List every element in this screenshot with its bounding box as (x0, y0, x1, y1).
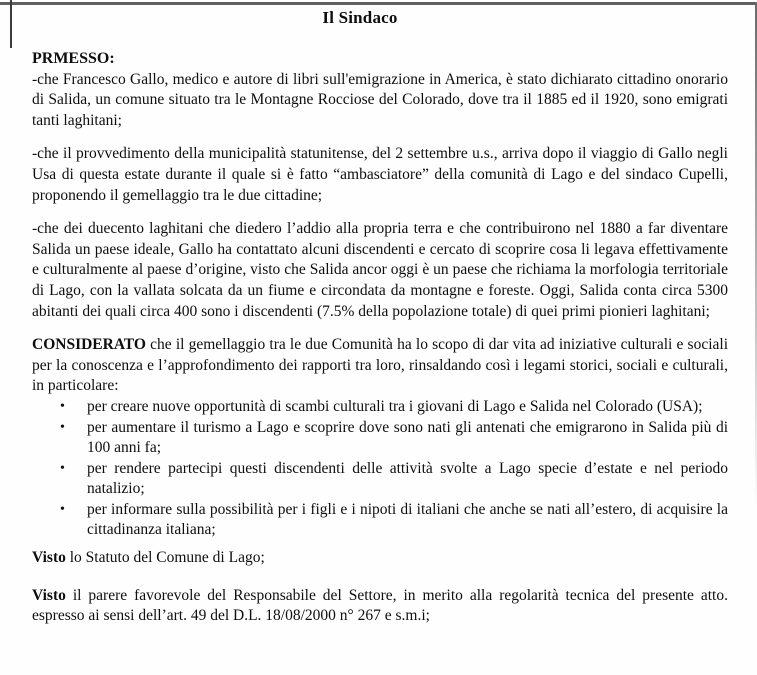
bullet-item-2 (32, 418, 728, 459)
scan-border-left (10, 0, 12, 48)
visto-statuto-paragraph (32, 548, 728, 569)
visto-parere-text: il parere favorevole del Responsabile del Settore, in merito alla regolarità tecnica del presente atto. espresso ai sensi dell’art. 49 del D.L. 18/08/2000 n° 267 e s.m.i; (32, 586, 728, 625)
bullet-item-3 (32, 459, 728, 500)
considerato-bullet-list (32, 397, 728, 541)
considerato-lead: CONSIDERATO (32, 336, 146, 354)
considerato-paragraph (32, 335, 728, 397)
visto-parere-lead: Visto (32, 586, 66, 604)
visto-parere-paragraph (32, 586, 728, 627)
bullet-text-1: per creare nuove opportunità di scambi culturali tra i giovani di Lago e Salida nel Colorado (USA); (87, 397, 703, 415)
bullet-marker: • (60, 398, 65, 414)
bullet-marker: • (60, 419, 65, 435)
bullet-item-1 (32, 397, 728, 418)
bullet-text-4: per informare sulla possibilità per i figli e i nipoti di italiani che anche se nati all’estero, di acquisire la cittadinanza italiana; (87, 500, 728, 539)
bullet-text-2: per aumentare il turismo a Lago e scoprire dove sono nati gli antenati che emigrarono in Salida più di 100 anni fa; (87, 418, 728, 457)
bullet-marker: • (60, 501, 65, 517)
document-title: Il Sindaco (322, 8, 398, 27)
premesso-heading: PRMESSO: (32, 50, 115, 67)
visto-statuto-text: lo Statuto del Comune di Lago; (65, 549, 265, 567)
bullet-text-3: per rendere partecipi questi discendenti delle attività svolte a Lago specie d’estate e nel periodo natalizio; (87, 459, 728, 498)
premesso-paragraph-3: -che dei duecento laghitani che diedero l’addio alla propria terra e che contribuirono nel 1880 a far diventare Salida un paese ideale, Gallo ha contattato alcuni discendenti e cercato di scoprire cosa li legava effettivamente e culturalmente al paese d’origine, visto che Salida ancor oggi è un paese che richiama la morfologia territoriale di Lago, con la vallata solcata da un fiume e circondata da montagne e foreste. Oggi, Salida conta circa 5300 abitanti dei quali circa 400 sono i discendenti (7.5% della popolazione totale) di quei primi pionieri laghitani; (32, 220, 728, 320)
premesso-paragraph-2: -che il provvedimento della municipalità statunitense, del 2 settembre u.s., arriva dopo il viaggio di Gallo negli Usa di questa estate durante il quale si è fatto “ambasciatore” della comunità di Lago e del sindaco Cupelli, proponendo il gemellaggio tra le due cittadine; (32, 145, 728, 204)
document-content (32, 0, 728, 627)
considerato-text: che il gemellaggio tra le due Comunità ha lo scopo di dar vita ad iniziative culturali e sociali per la conoscenza e l’approfondimento dei rapporti tra loro, rinsaldando così i legami storici, sociali e culturali, in particolare: (32, 336, 728, 395)
premesso-paragraph-1: -che Francesco Gallo, medico e autore di libri sull'emigrazione in America, è stato dichiarato cittadino onorario di Salida, un comune situato tra le Montagne Rocciose del Colorado, dove tra il 1885 ed il 1920, sono emigrati tanti laghitani; (32, 70, 728, 129)
visto-statuto-lead: Visto (32, 549, 66, 567)
bullet-item-4 (32, 500, 728, 541)
bullet-marker: • (60, 460, 65, 476)
